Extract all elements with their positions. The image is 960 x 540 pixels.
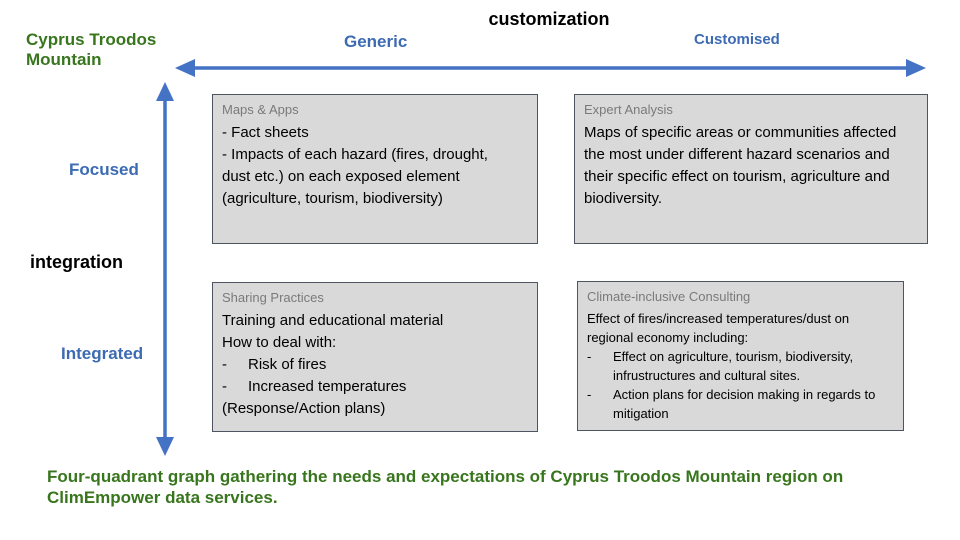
- quadrant-line: (agriculture, tourism, biodiversity): [222, 190, 443, 207]
- quadrant-line: How to deal with:: [222, 334, 337, 351]
- quadrant-intro: Effect of fires/increased temperatures/dust on regional economy including:: [587, 311, 850, 345]
- list-item-text: Action plans for decision making in regards to mitigation: [613, 387, 876, 421]
- x-axis-title: customization: [488, 9, 610, 29]
- quadrant-line: - Impacts of each hazard (fires, drought,: [222, 146, 488, 163]
- vertical-double-arrow: [156, 82, 174, 456]
- x-axis-label-generic: Generic: [344, 32, 408, 51]
- list-item-text: Effect on agriculture, tourism, biodiversity, infrustructures and cultural sites.: [613, 349, 854, 383]
- quadrant-title: Expert Analysis: [584, 102, 673, 117]
- quadrant-title: Sharing Practices: [222, 290, 324, 305]
- quadrant-body: [222, 122, 528, 210]
- quadrant-climate-consulting: [577, 281, 904, 431]
- quadrant-line: Training and educational material: [222, 312, 444, 329]
- list-item: [587, 385, 894, 423]
- region-title: Cyprus Troodos Mountain: [26, 30, 157, 69]
- y-axis-label-focused: Focused: [69, 160, 139, 179]
- horizontal-double-arrow: [175, 59, 926, 77]
- list-item-text: Increased temperatures: [248, 378, 407, 395]
- quadrant-title: Maps & Apps: [222, 102, 299, 117]
- dash-bullet: -: [222, 356, 227, 373]
- y-axis-label-integrated: Integrated: [61, 344, 144, 363]
- list-item-text: Risk of fires: [248, 356, 327, 373]
- quadrant-body: [587, 309, 894, 423]
- quadrant-expert-analysis: [574, 94, 928, 244]
- quadrant-body: [222, 310, 528, 420]
- quadrant-title: Climate-inclusive Consulting: [587, 289, 751, 304]
- quadrant-sharing-practices: [212, 282, 538, 432]
- quadrant-line: (Response/Action plans): [222, 400, 386, 417]
- list-item: [222, 376, 528, 398]
- figure-caption: Four-quadrant graph gathering the needs and expectations of Cyprus Troodos Mountain region on ClimEmpower data services.: [47, 467, 844, 507]
- list-item: [587, 347, 894, 385]
- quadrant-body: [584, 122, 918, 210]
- y-axis-title: integration: [30, 252, 123, 272]
- quadrant-maps-apps: [212, 94, 538, 244]
- x-axis-label-customised: Customised: [694, 31, 780, 48]
- list-item: [222, 354, 528, 376]
- quadrant-text: Maps of specific areas or communities affected the most under different hazard scenarios and their specific effect on tourism, agriculture and biodiversity.: [584, 124, 897, 207]
- quadrant-line: dust etc.) on each exposed element: [222, 168, 460, 185]
- dash-bullet: -: [222, 378, 227, 395]
- quadrant-line: - Fact sheets: [222, 124, 309, 141]
- dash-bullet: -: [587, 387, 592, 402]
- dash-bullet: -: [587, 349, 592, 364]
